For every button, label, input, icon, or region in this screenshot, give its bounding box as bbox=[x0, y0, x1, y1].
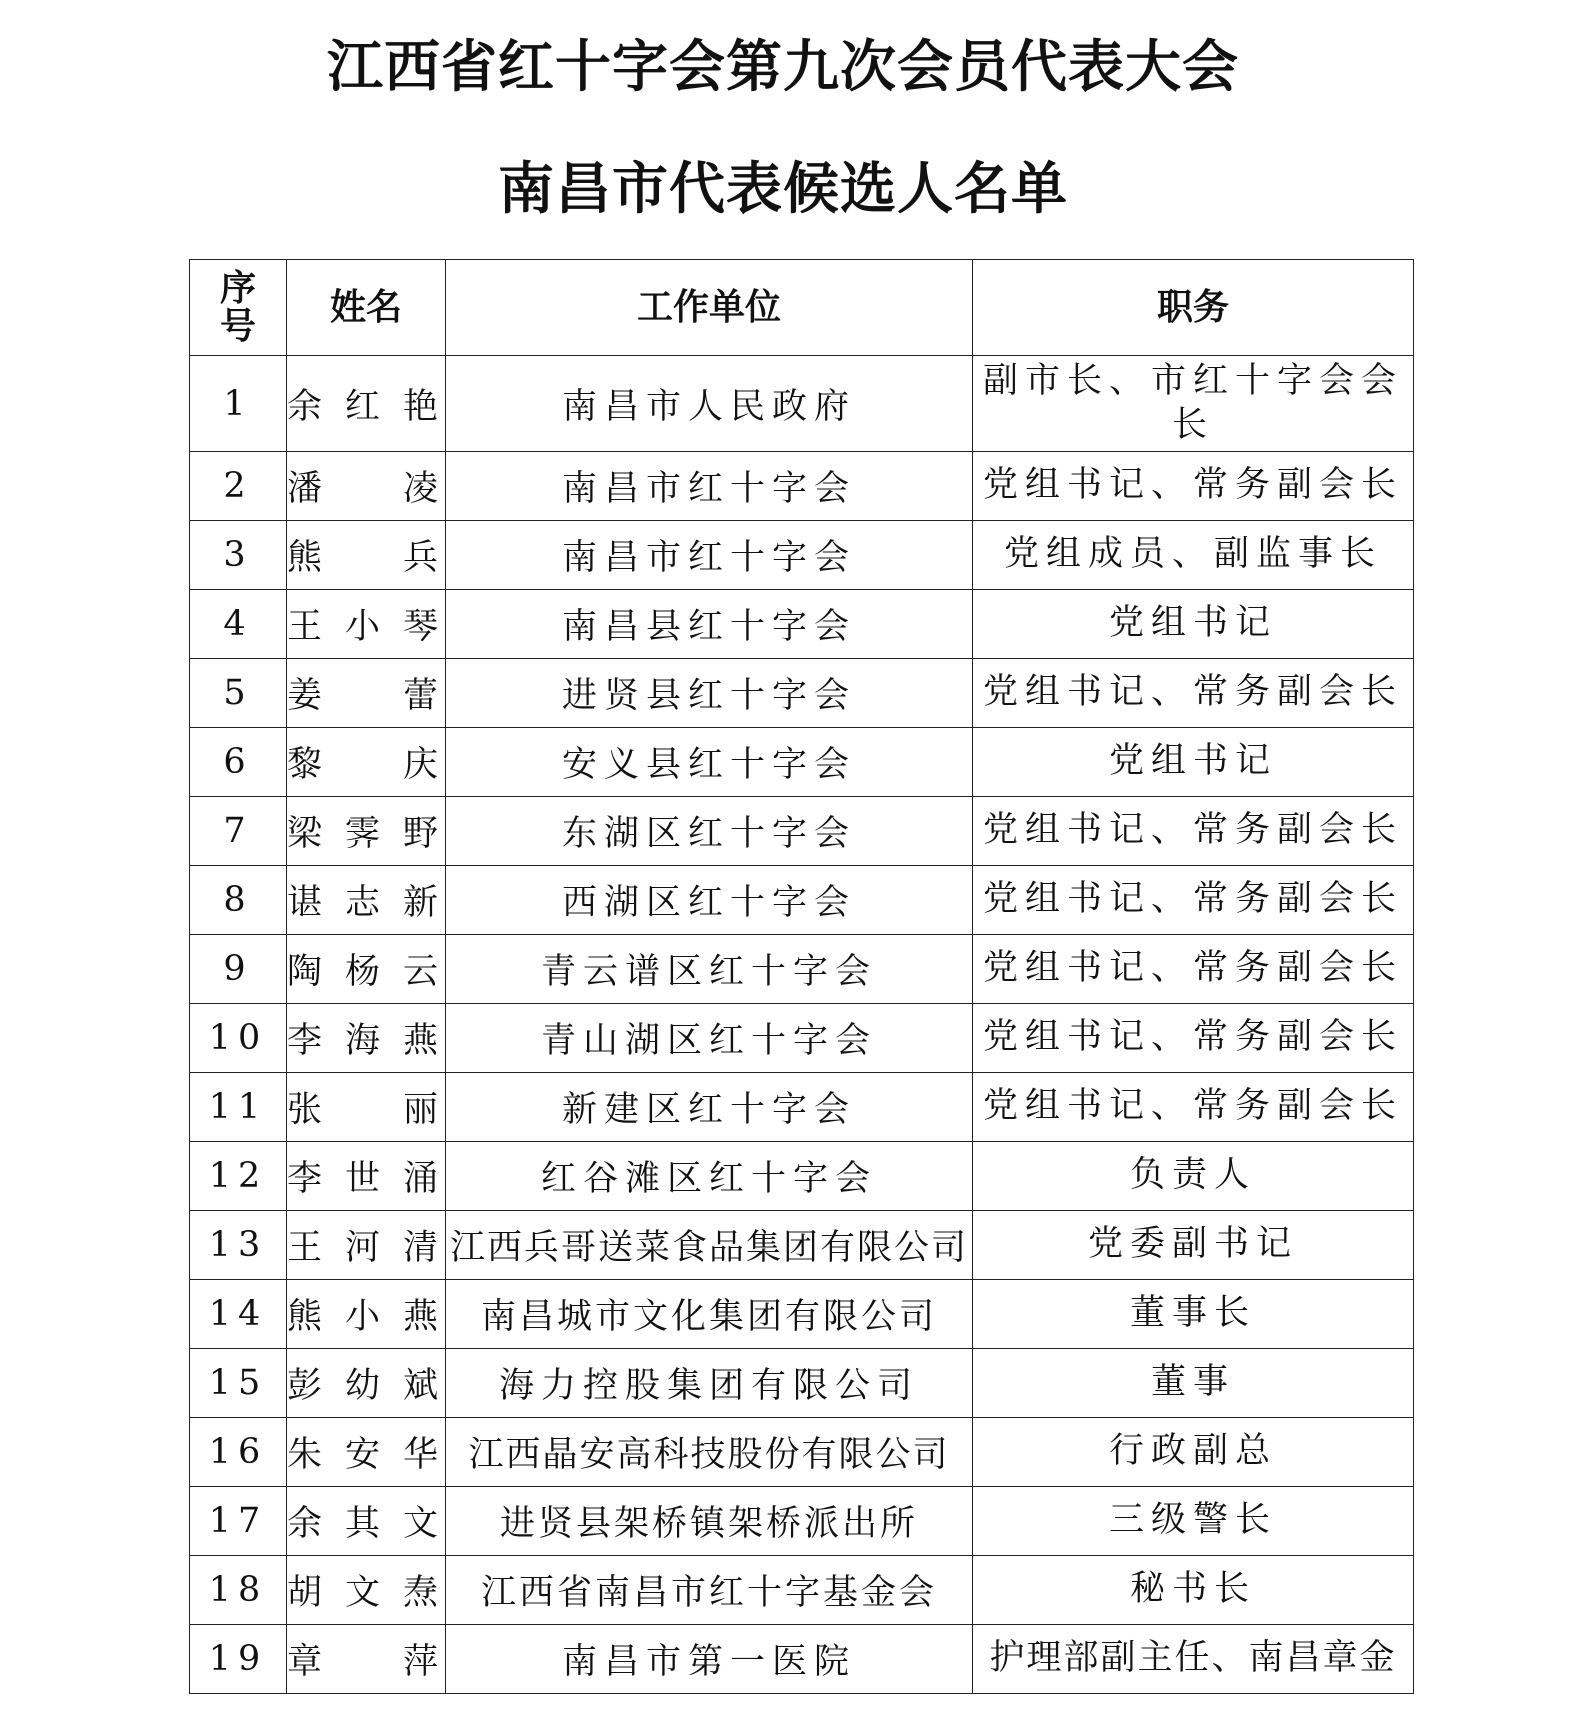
cell-unit: 进贤县红十字会 bbox=[446, 659, 973, 728]
cell-unit: 江西省南昌市红十字基金会 bbox=[446, 1556, 973, 1625]
cell-unit: 青云谱区红十字会 bbox=[446, 935, 973, 1004]
cell-position: 党组书记、常务副会长 bbox=[973, 866, 1414, 935]
cell-no: 14 bbox=[190, 1280, 287, 1349]
cell-position: 党组书记、常务副会长 bbox=[973, 452, 1414, 521]
table-row bbox=[190, 935, 1414, 1004]
table-row bbox=[190, 1418, 1414, 1487]
cell-unit: 江西晶安高科技股份有限公司 bbox=[446, 1418, 973, 1487]
cell-position: 三级警长 bbox=[973, 1487, 1414, 1556]
cell-position: 董事 bbox=[973, 1349, 1414, 1418]
table-row bbox=[190, 452, 1414, 521]
cell-position: 董事长 bbox=[973, 1280, 1414, 1349]
cell-no: 19 bbox=[190, 1625, 287, 1694]
cell-position: 负责人 bbox=[973, 1142, 1414, 1211]
table-row bbox=[190, 1142, 1414, 1211]
cell-name: 陶杨云 bbox=[287, 935, 446, 1004]
cell-no: 4 bbox=[190, 590, 287, 659]
cell-name: 胡文焘 bbox=[287, 1556, 446, 1625]
cell-unit: 南昌市红十字会 bbox=[446, 521, 973, 590]
cell-unit: 南昌城市文化集团有限公司 bbox=[446, 1280, 973, 1349]
table-row bbox=[190, 1556, 1414, 1625]
cell-position: 党组书记、常务副会长 bbox=[973, 935, 1414, 1004]
cell-name: 黎 庆 bbox=[287, 728, 446, 797]
cell-no: 17 bbox=[190, 1487, 287, 1556]
cell-name: 李世涌 bbox=[287, 1142, 446, 1211]
cell-name: 李海燕 bbox=[287, 1004, 446, 1073]
table-row bbox=[190, 1211, 1414, 1280]
cell-no: 3 bbox=[190, 521, 287, 590]
header-name: 姓名 bbox=[287, 260, 446, 356]
cell-position: 党组书记、常务副会长 bbox=[973, 1004, 1414, 1073]
cell-no: 5 bbox=[190, 659, 287, 728]
cell-no: 10 bbox=[190, 1004, 287, 1073]
cell-unit: 南昌县红十字会 bbox=[446, 590, 973, 659]
table-row bbox=[190, 1487, 1414, 1556]
cell-name: 彭幼斌 bbox=[287, 1349, 446, 1418]
cell-position: 党组书记、常务副会长 bbox=[973, 797, 1414, 866]
cell-unit: 江西兵哥送菜食品集团有限公司 bbox=[446, 1211, 973, 1280]
cell-name: 余其文 bbox=[287, 1487, 446, 1556]
cell-name: 梁霁野 bbox=[287, 797, 446, 866]
header-no: 序号 bbox=[190, 260, 287, 356]
cell-position: 党委副书记 bbox=[973, 1211, 1414, 1280]
cell-position: 党组书记 bbox=[973, 590, 1414, 659]
cell-no: 8 bbox=[190, 866, 287, 935]
cell-no: 18 bbox=[190, 1556, 287, 1625]
cell-position: 护理部副主任、南昌章金 bbox=[973, 1625, 1414, 1694]
cell-position: 党组书记、常务副会长 bbox=[973, 1073, 1414, 1142]
table-row bbox=[190, 1073, 1414, 1142]
cell-name: 朱安华 bbox=[287, 1418, 446, 1487]
table-row bbox=[190, 797, 1414, 866]
cell-no: 6 bbox=[190, 728, 287, 797]
table-row bbox=[190, 1004, 1414, 1073]
table-row bbox=[190, 728, 1414, 797]
cell-no: 2 bbox=[190, 452, 287, 521]
table-row bbox=[190, 866, 1414, 935]
cell-no: 16 bbox=[190, 1418, 287, 1487]
cell-unit: 南昌市第一医院 bbox=[446, 1625, 973, 1694]
cell-name: 章 萍 bbox=[287, 1625, 446, 1694]
cell-position: 党组成员、副监事长 bbox=[973, 521, 1414, 590]
cell-name: 余红艳 bbox=[287, 356, 446, 452]
cell-unit: 红谷滩区红十字会 bbox=[446, 1142, 973, 1211]
table-row bbox=[190, 356, 1414, 452]
table-row bbox=[190, 1625, 1414, 1694]
cell-name: 王小琴 bbox=[287, 590, 446, 659]
table-row bbox=[190, 521, 1414, 590]
cell-name: 潘 凌 bbox=[287, 452, 446, 521]
cell-name: 姜 蕾 bbox=[287, 659, 446, 728]
cell-no: 9 bbox=[190, 935, 287, 1004]
cell-unit: 南昌市人民政府 bbox=[446, 356, 973, 452]
cell-no: 13 bbox=[190, 1211, 287, 1280]
cell-position: 党组书记、常务副会长 bbox=[973, 659, 1414, 728]
cell-no: 7 bbox=[190, 797, 287, 866]
cell-unit: 进贤县架桥镇架桥派出所 bbox=[446, 1487, 973, 1556]
header-position: 职务 bbox=[973, 260, 1414, 356]
table-header-row bbox=[190, 260, 1414, 356]
cell-name: 王河清 bbox=[287, 1211, 446, 1280]
cell-position: 秘书长 bbox=[973, 1556, 1414, 1625]
cell-unit: 新建区红十字会 bbox=[446, 1073, 973, 1142]
table-row bbox=[190, 659, 1414, 728]
table-row bbox=[190, 1349, 1414, 1418]
cell-unit: 安义县红十字会 bbox=[446, 728, 973, 797]
cell-unit: 海力控股集团有限公司 bbox=[446, 1349, 973, 1418]
cell-name: 熊小燕 bbox=[287, 1280, 446, 1349]
document-subtitle: 南昌市代表候选人名单 bbox=[498, 157, 1068, 222]
cell-position: 党组书记 bbox=[973, 728, 1414, 797]
cell-no: 15 bbox=[190, 1349, 287, 1418]
cell-unit: 西湖区红十字会 bbox=[446, 866, 973, 935]
document-title: 江西省红十字会第九次会员代表大会 bbox=[327, 35, 1239, 100]
cell-name: 张 丽 bbox=[287, 1073, 446, 1142]
cell-no: 12 bbox=[190, 1142, 287, 1211]
header-unit: 工作单位 bbox=[446, 260, 973, 356]
cell-position: 副市长、市红十字会会长 bbox=[973, 356, 1414, 452]
cell-unit: 东湖区红十字会 bbox=[446, 797, 973, 866]
candidate-table bbox=[189, 259, 1414, 1694]
cell-name: 熊 兵 bbox=[287, 521, 446, 590]
cell-name: 谌志新 bbox=[287, 866, 446, 935]
cell-unit: 青山湖区红十字会 bbox=[446, 1004, 973, 1073]
table-row bbox=[190, 590, 1414, 659]
cell-no: 1 bbox=[190, 356, 287, 452]
cell-no: 11 bbox=[190, 1073, 287, 1142]
table-row bbox=[190, 1280, 1414, 1349]
cell-position: 行政副总 bbox=[973, 1418, 1414, 1487]
cell-unit: 南昌市红十字会 bbox=[446, 452, 973, 521]
